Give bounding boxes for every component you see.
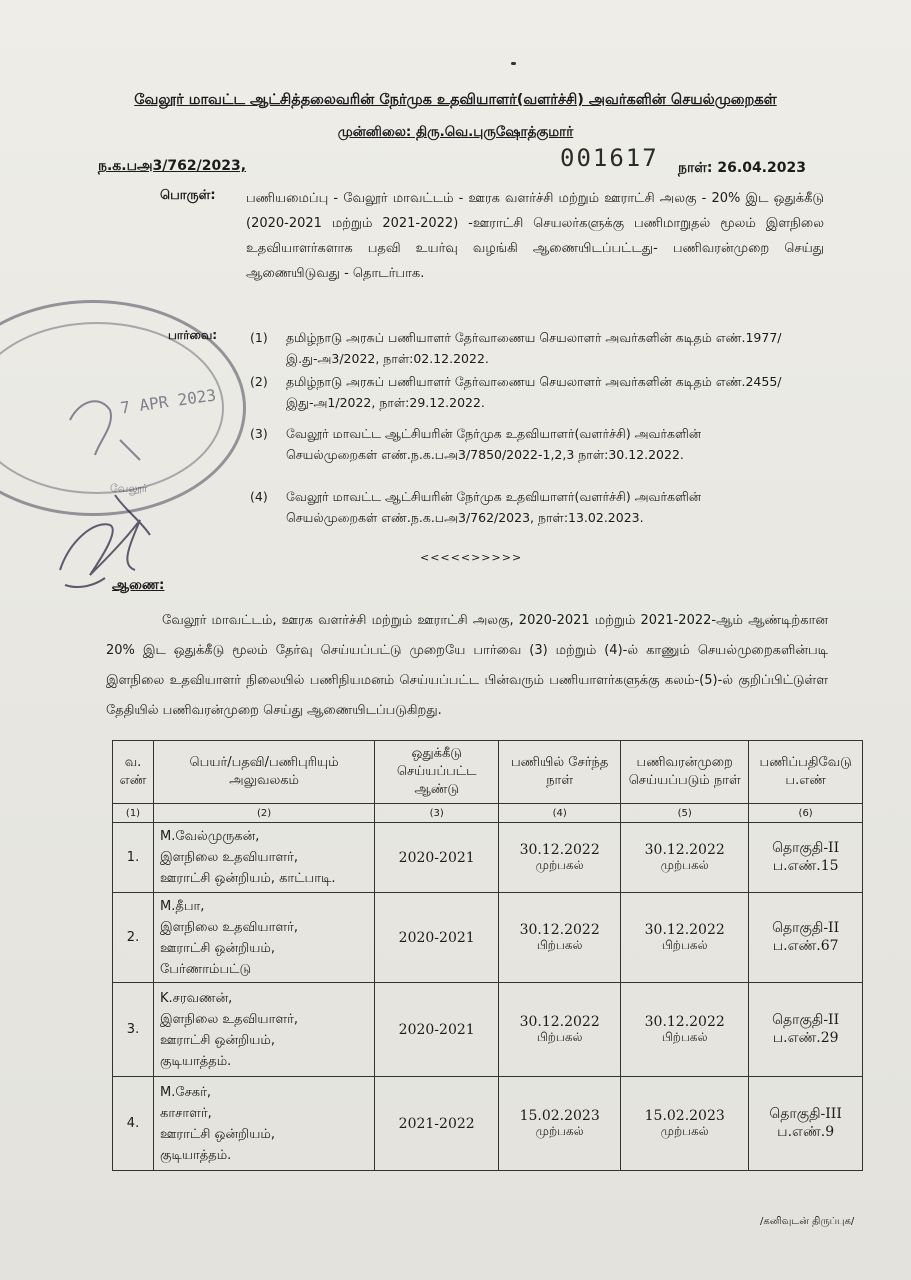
- reference-number-1: (1): [250, 330, 268, 345]
- designation-line: இளநிலை உதவியாளர்,: [160, 850, 299, 865]
- reference-text-1: தமிழ்நாடு அரசுப் பணியாளர் தேர்வாணைய செயலாளர் அவர்களின் கடிதம் எண்.1977/இ.து-அ3/2022, நாள்:02.12.2022.: [286, 330, 782, 366]
- regularised-date: 15.02.2023: [644, 1107, 725, 1124]
- row-name-cell: [154, 823, 375, 893]
- row-register: [749, 983, 863, 1077]
- designation-line: காசாளர்,: [160, 1105, 212, 1121]
- order-date: நாள்: 26.04.2023: [678, 160, 806, 176]
- row-year: 2020-2021: [375, 983, 499, 1077]
- joined-session: முற்பகல்: [535, 857, 584, 872]
- reference-text-3: வேலூர் மாவட்ட ஆட்சியரின் நேர்முக உதவியாளர்(வளர்ச்சி) அவர்களின் செயல்முறைகள் எண்.ந.க.பஅ3/7850/2022-1,2,3 நாள்:30.12.2022.: [286, 426, 701, 462]
- name-line: M.சேகர்,: [160, 1084, 212, 1100]
- header-name: பெயர்/பதவி/பணிபுரியும் அலுவலகம்: [154, 741, 375, 804]
- order-paragraph: வேலூர் மாவட்டம், ஊரக வளர்ச்சி மற்றும் ஊராட்சி அலகு, 2020-2021 மற்றும் 2021-2022-ஆம் ஆண்டிற்கான 20% இட ஒதுக்கீடு மூலம் தேர்வு செய்யப்பட்டு முறையே பார்வை (3) மற்றும் (4)-ல் காணும் செயல்முறைகளின்படி இளநிலை உதவியாளர் நிலையில் பணிநியமனம் செய்யப்பட்ட பின்வரும் பணியாளர்களுக்கு கலம்-(5)-ல் குறிப்பிட்டுள்ள தேதியில் பணிவரன்முறை செய்து ஆணையிடப்படுகிறது.: [106, 613, 828, 718]
- register-page: ப.எண்.67: [772, 937, 839, 954]
- row-joined: [499, 1077, 621, 1171]
- office-line: ஊராட்சி ஒன்றியம்,: [160, 940, 275, 956]
- presence-line: முன்னிலை: திரு.வெ.புருஷோத்குமார்: [337, 124, 574, 140]
- handwritten-signature: [0, 0, 200, 620]
- document-title: வேலூர் மாவட்ட ஆட்சித்தலைவரின் நேர்முக உதவியாளர்(வளர்ச்சி) அவர்களின் செயல்முறைகள்: [134, 92, 777, 108]
- column-number-row: [113, 804, 863, 823]
- reference-number-3: (3): [250, 426, 268, 441]
- header-regularised: பணிவரன்முறை செய்யப்படும் நாள்: [621, 741, 749, 804]
- stamp-place: வேலூர்: [110, 482, 148, 495]
- regularised-session: பிற்பகல்: [661, 1029, 708, 1044]
- order-label: ஆணை:: [112, 577, 165, 593]
- register-volume: தொகுதி-II: [772, 839, 840, 856]
- row-joined: [499, 983, 621, 1077]
- office-place-line: குடியாத்தம்.: [160, 1147, 232, 1163]
- row-serial: 3.: [113, 983, 154, 1077]
- register-page: ப.எண்.29: [772, 1029, 839, 1046]
- joined-session: பிற்பகல்: [536, 1029, 583, 1044]
- joined-date: 30.12.2022: [519, 921, 600, 938]
- row-regularised: [621, 1077, 749, 1171]
- table-row: [113, 983, 863, 1077]
- register-volume: தொகுதி-II: [772, 919, 840, 936]
- name-line: K.சரவணன்,: [160, 990, 233, 1006]
- name-line: M.தீபா,: [160, 898, 205, 914]
- row-joined: [499, 823, 621, 893]
- row-serial: 4.: [113, 1077, 154, 1171]
- row-joined: [499, 893, 621, 983]
- table-header-row: [113, 741, 863, 804]
- office-place-line: பேர்ணாம்பட்டு: [160, 961, 252, 977]
- subject-text: பணியமைப்பு - வேலூர் மாவட்டம் - ஊரக வளர்ச்சி மற்றும் ஊராட்சி அலகு - 20% இட ஒதுக்கீடு (2020-2021 மற்றும் 2021-2022) -ஊராட்சி செயலர்களுக்கு பணிமாறுதல் மூலம் இளநிலை உதவியாளர்களாக பதவி உயர்வு வழங்கி ஆணையிடப்பட்டது- பணிவரன்முறை செய்து ஆணையிடுவது - தொடர்பாக.: [246, 191, 824, 281]
- row-name-cell: [154, 983, 375, 1077]
- name-line: M.வேல்முருகன்,: [160, 829, 260, 844]
- header-joined: பணியில் சேர்ந்த நாள்: [499, 741, 621, 804]
- joined-session: முற்பகல்: [535, 1123, 584, 1138]
- column-number: (5): [621, 804, 749, 823]
- row-year: 2021-2022: [375, 1077, 499, 1171]
- row-regularised: [621, 983, 749, 1077]
- column-number: (1): [113, 804, 154, 823]
- subject-label: பொருள்:: [160, 188, 216, 203]
- reference-number: ந.க.பஅ3/762/2023,: [98, 158, 247, 174]
- register-page: ப.எண்.15: [772, 857, 839, 874]
- reference-number-4: (4): [250, 489, 268, 504]
- row-register: [749, 823, 863, 893]
- ink-dot: [511, 62, 516, 65]
- regularised-session: முற்பகல்: [660, 857, 709, 872]
- register-volume: தொகுதி-III: [769, 1105, 842, 1122]
- row-year: 2020-2021: [375, 823, 499, 893]
- office-place-line: குடியாத்தம்.: [160, 1053, 232, 1069]
- office-line: ஊராட்சி ஒன்றியம்,: [160, 1032, 275, 1048]
- reference-number-2: (2): [250, 374, 268, 389]
- row-register: [749, 893, 863, 983]
- header-serial: வ. எண்: [113, 741, 154, 804]
- row-year: 2020-2021: [375, 893, 499, 983]
- row-name-cell: [154, 893, 375, 983]
- reference-item: [250, 371, 790, 413]
- office-line: ஊராட்சி ஒன்றியம்,: [160, 1126, 275, 1142]
- regularised-date: 30.12.2022: [644, 921, 725, 938]
- designation-line: இளநிலை உதவியாளர்,: [160, 919, 299, 935]
- joined-date: 30.12.2022: [519, 1013, 600, 1030]
- reference-text-4: வேலூர் மாவட்ட ஆட்சியரின் நேர்முக உதவியாளர்(வளர்ச்சி) அவர்களின் செயல்முறைகள் எண்.ந.க.பஅ3/762/2023, நாள்:13.02.2023.: [286, 489, 701, 525]
- column-number: (4): [499, 804, 621, 823]
- joined-date: 15.02.2023: [519, 1107, 600, 1124]
- table-row: [113, 893, 863, 983]
- designation-line: இளநிலை உதவியாளர்,: [160, 1011, 299, 1027]
- header-year: ஒதுக்கீடு செய்யப்பட்ட ஆண்டு: [375, 741, 499, 804]
- regularised-date: 30.12.2022: [644, 1013, 725, 1030]
- references-label: பார்வை:: [168, 328, 218, 342]
- column-number: (3): [375, 804, 499, 823]
- section-separator: <<<<<>>>>>: [420, 551, 523, 564]
- row-serial: 1.: [113, 823, 154, 893]
- joined-session: பிற்பகல்: [536, 937, 583, 952]
- column-number: (2): [154, 804, 375, 823]
- row-serial: 2.: [113, 893, 154, 983]
- row-regularised: [621, 893, 749, 983]
- row-register: [749, 1077, 863, 1171]
- table-row: [113, 823, 863, 893]
- stamp-date: 7 APR 2023: [119, 385, 218, 418]
- reference-item: [250, 486, 790, 528]
- serial-number: 001617: [560, 144, 659, 172]
- register-volume: தொகுதி-II: [772, 1011, 840, 1028]
- row-name-cell: [154, 1077, 375, 1171]
- table-row: [113, 1077, 863, 1171]
- column-number: (6): [749, 804, 863, 823]
- office-line: ஊராட்சி ஒன்றியம், காட்பாடி.: [160, 871, 336, 886]
- reference-item: [250, 327, 790, 369]
- regularised-session: முற்பகல்: [660, 1123, 709, 1138]
- reference-text-2: தமிழ்நாடு அரசுப் பணியாளர் தேர்வாணைய செயலாளர் அவர்களின் கடிதம் எண்.2455/இது-அ1/2022, நாள்:29.12.2022.: [286, 374, 782, 410]
- header-register: பணிப்பதிவேடு ப.எண்: [749, 741, 863, 804]
- regularised-date: 30.12.2022: [644, 841, 725, 858]
- register-page: ப.எண்.9: [777, 1123, 835, 1140]
- regularisation-table: [112, 740, 863, 1171]
- joined-date: 30.12.2022: [519, 841, 600, 858]
- regularised-session: பிற்பகல்: [661, 937, 708, 952]
- row-regularised: [621, 823, 749, 893]
- continued-overleaf-note: /கனிவுடன் திருப்புக/: [760, 1216, 855, 1227]
- reference-item: [250, 423, 790, 465]
